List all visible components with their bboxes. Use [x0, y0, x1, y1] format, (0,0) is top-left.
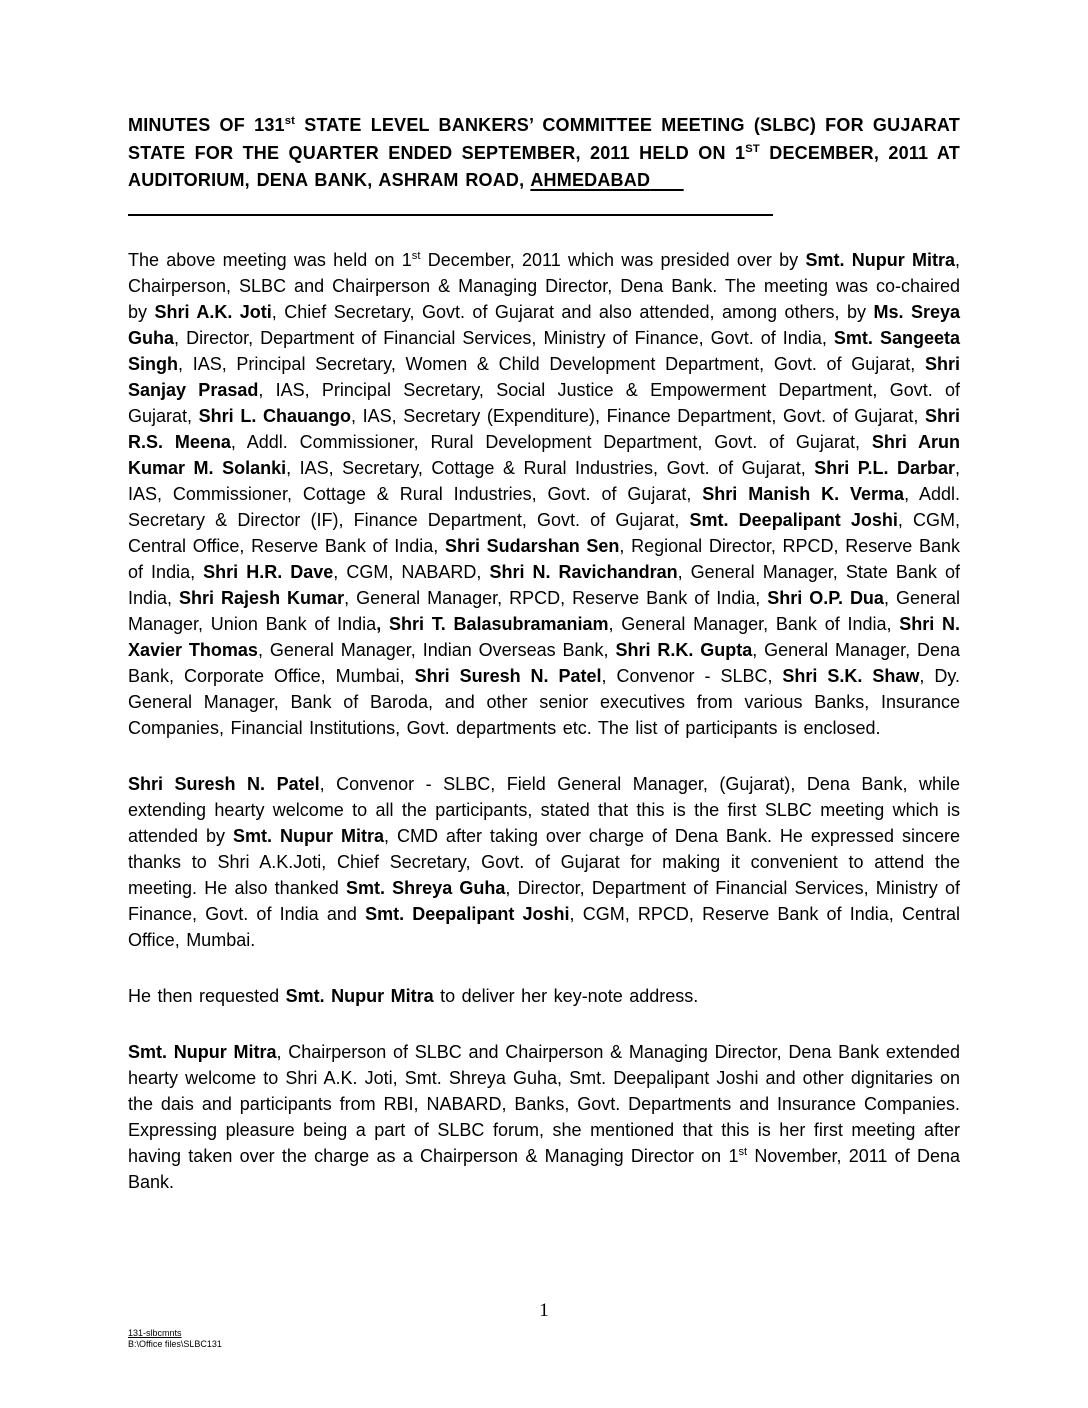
- footer-line-2: B:\Office files\SLBC131: [128, 1339, 222, 1349]
- paragraph-welcome: Shri Suresh N. Patel, Convenor - SLBC, Field General Manager, (Gujarat), Dena Bank, while extending hearty welcome to all the participants, stated that this is the first SLBC meeting which is attended by Smt. Nupur Mitra, CMD after taking over charge of Dena Bank. He expressed sincere thanks to Shri A.K.Joti, Chief Secretary, Govt. of Gujarat for making it convenient to attend the meeting. He also thanked Smt. Shreya Guha, Director, Department of Financial Services, Ministry of Finance, Govt. of India and Smt. Deepalipant Joshi, CGM, RPCD, Reserve Bank of India, Central Office, Mumbai.: [128, 773, 960, 950]
- paragraph-chairperson-address: Smt. Nupur Mitra, Chairperson of SLBC and Chairperson & Managing Director, Dena Bank extended hearty welcome to Shri A.K. Joti, Smt. Shreya Guha, Smt. Deepalipant Joshi and other dignitaries on the dais and participants from RBI, NABARD, Banks, Govt. Departments and Insurance Companies. Expressing pleasure being a part of SLBC forum, she mentioned that this is her first meeting after having taken over the charge as a Chairperson & Managing Director on 1st November, 2011 of Dena Bank.: [128, 1041, 960, 1192]
- paragraph-attendees: The above meeting was held on 1st December, 2011 which was presided over by Smt. Nupur Mitra, Chairperson, SLBC and Chairperson & Managing Director, Dena Bank. The meeting was co-chaired by Shri A.K. Joti, Chief Secretary, Govt. of Gujarat and also attended, among others, by Ms. Sreya Guha, Director, Department of Financial Services, Ministry of Finance, Govt. of India, Smt. Sangeeta Singh, IAS, Principal Secretary, Women & Child Development Department, Govt. of Gujarat, Shri Sanjay Prasad, IAS, Principal Secretary, Social Justice & Empowerment Department, Govt. of Gujarat, Shri L. Chauango, IAS, Secretary (Expenditure), Finance Department, Govt. of Gujarat, Shri R.S. Meena, Addl. Commissioner, Rural Development Department, Govt. of Gujarat, Shri Arun Kumar M. Solanki, IAS, Secretary, Cottage & Rural Industries, Govt. of Gujarat, Shri P.L. Darbar, IAS, Commissioner, Cottage & Rural Industries, Govt. of Gujarat, Shri Manish K. Verma, Addl. Secretary & Director (IF), Finance Department, Govt. of Gujarat, Smt. Deepalipant Joshi, CGM, Central Office, Reserve Bank of India, Shri Sudarshan Sen, Regional Director, RPCD, Reserve Bank of India, Shri H.R. Dave, CGM, NABARD, Shri N. Ravichandran, General Manager, State Bank of India, Shri Rajesh Kumar, General Manager, RPCD, Reserve Bank of India, Shri O.P. Dua, General Manager, Union Bank of India, Shri T. Balasubramaniam, General Manager, Bank of India, Shri N. Xavier Thomas, General Manager, Indian Overseas Bank, Shri R.K. Gupta, General Manager, Dena Bank, Corporate Office, Mumbai, Shri Suresh N. Patel, Convenor - SLBC, Shri S.K. Shaw, Dy. General Manager, Bank of Baroda, and other senior executives from various Banks, Insurance Companies, Financial Institutions, Govt. departments etc. The list of participants is enclosed.: [128, 249, 961, 738]
- footer-line-1: 131-slbcmnts: [128, 1328, 182, 1338]
- footer-file-reference: [128, 1328, 222, 1350]
- paragraph-request-keynote: He then requested Smt. Nupur Mitra to deliver her key-note address.: [128, 985, 699, 1006]
- document-title: MINUTES OF 131st STATE LEVEL BANKERS’ COMMITTEE MEETING (SLBC) FOR GUJARAT STATE FOR THE QUARTER ENDED SEPTEMBER, 2011 HELD ON 1ST DECEMBER, 2011 AT AUDITORIUM, DENA BANK, ASHRAM ROAD, AHMEDABAD: [128, 115, 960, 190]
- document-body: [128, 247, 960, 1195]
- title-divider-line: [128, 214, 773, 216]
- page-number: 1: [539, 1300, 549, 1321]
